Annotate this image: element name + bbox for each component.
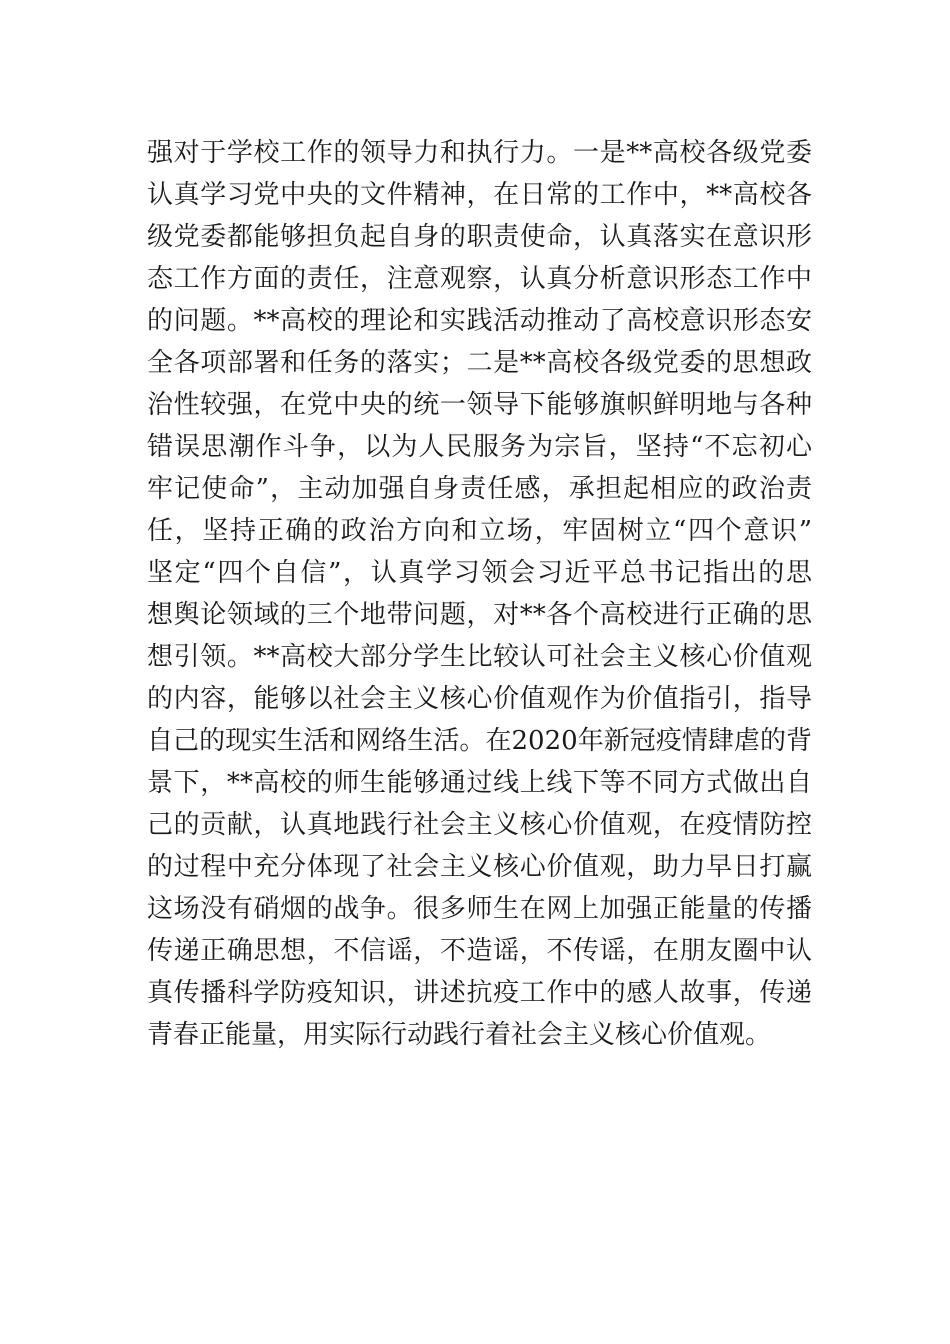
text-line: 的问题。**高校的理论和实践活动推动了高校意识形态安	[147, 306, 812, 336]
text-line: 态工作方面的责任，注意观察，认真分析意识形态工作中	[147, 264, 812, 294]
text-line: 认真学习党中央的文件精神，在日常的工作中，**高校各	[147, 180, 812, 210]
text-line: 牢记使命”，主动加强自身责任感，承担起相应的政治责	[147, 474, 812, 504]
text-line: 己的贡献，认真地践行社会主义核心价值观，在疫情防控	[147, 810, 812, 840]
text-line: 景下，**高校的师生能够通过线上线下等不同方式做出自	[147, 768, 812, 798]
text-line: 错误思潮作斗争，以为人民服务为宗旨，坚持“不忘初心	[147, 432, 812, 462]
text-line: 任，坚持正确的政治方向和立场，牢固树立“四个意识”	[147, 516, 812, 546]
text-line: 真传播科学防疫知识，讲述抗疫工作中的感人故事，传递	[147, 978, 812, 1008]
text-line: 级党委都能够担负起自身的职责使命，认真落实在意识形	[147, 222, 812, 252]
text-line: 强对于学校工作的领导力和执行力。一是**高校各级党委	[147, 138, 812, 168]
text-line: 全各项部署和任务的落实；二是**高校各级党委的思想政	[147, 348, 812, 378]
text-line: 坚定“四个自信”，认真学习领会习近平总书记指出的思	[147, 558, 812, 588]
text-line: 的过程中充分体现了社会主义核心价值观，助力早日打赢	[147, 852, 812, 882]
text-line: 治性较强，在党中央的统一领导下能够旗帜鲜明地与各种	[147, 390, 812, 420]
text-line: 青春正能量，用实际行动践行着社会主义核心价值观。	[147, 1020, 772, 1050]
text-line: 想舆论领域的三个地带问题，对**各个高校进行正确的思	[147, 600, 812, 630]
body-paragraph	[147, 132, 812, 1056]
text-line: 自己的现实生活和网络生活。在2020年新冠疫情肆虐的背	[147, 726, 812, 756]
text-line: 的内容，能够以社会主义核心价值观作为价值指引，指导	[147, 684, 812, 714]
text-line: 这场没有硝烟的战争。很多师生在网上加强正能量的传播	[147, 894, 812, 924]
text-line: 想引领。**高校大部分学生比较认可社会主义核心价值观	[147, 642, 812, 672]
text-line: 传递正确思想，不信谣，不造谣，不传谣，在朋友圈中认	[147, 936, 812, 966]
